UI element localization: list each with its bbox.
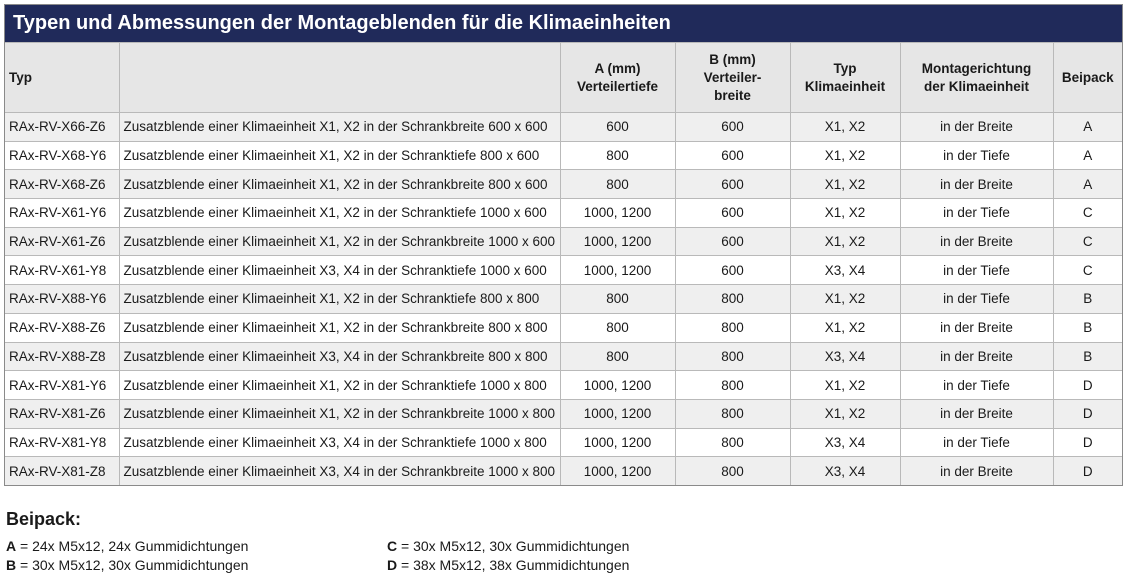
- table-row: [5, 399, 1122, 428]
- cell-typ: RAx-RV-X88-Z6: [5, 313, 119, 342]
- cell-klima: X3, X4: [790, 428, 900, 457]
- cell-klima: X3, X4: [790, 342, 900, 371]
- beipack-note-b: [6, 557, 248, 573]
- cell-beipack: A: [1053, 170, 1122, 199]
- cell-klima: X1, X2: [790, 285, 900, 314]
- beipack-key-c: C: [387, 538, 398, 554]
- header-typ: Typ: [5, 43, 119, 113]
- cell-typ: RAx-RV-X61-Z6: [5, 227, 119, 256]
- beipack-text-d: = 38x M5x12, 38x Gummidichtungen: [397, 557, 630, 573]
- header-montage: [900, 43, 1053, 113]
- cell-description: Zusatzblende einer Klimaeinheit X1, X2 in der Schrankbreite 1000 x 800: [119, 399, 560, 428]
- cell-description: Zusatzblende einer Klimaeinheit X1, X2 in der Schrankbreite 1000 x 600: [119, 227, 560, 256]
- cell-description: Zusatzblende einer Klimaeinheit X3, X4 in der Schranktiefe 1000 x 800: [119, 428, 560, 457]
- cell-typ: RAx-RV-X81-Y6: [5, 371, 119, 400]
- cell-b: 800: [675, 371, 790, 400]
- header-b: [675, 43, 790, 113]
- table-row: [5, 428, 1122, 457]
- cell-a: 1000, 1200: [560, 199, 675, 228]
- cell-beipack: A: [1053, 113, 1122, 142]
- cell-a: 600: [560, 113, 675, 142]
- table-row: [5, 313, 1122, 342]
- cell-a: 800: [560, 141, 675, 170]
- table-row: [5, 199, 1122, 228]
- cell-montage: in der Tiefe: [900, 285, 1053, 314]
- header-row: [5, 43, 1122, 113]
- cell-typ: RAx-RV-X61-Y8: [5, 256, 119, 285]
- cell-a: 800: [560, 313, 675, 342]
- beipack-note-d: [387, 557, 629, 573]
- table-row: [5, 170, 1122, 199]
- cell-description: Zusatzblende einer Klimaeinheit X1, X2 in der Schrankbreite 800 x 600: [119, 170, 560, 199]
- cell-klima: X1, X2: [790, 170, 900, 199]
- cell-typ: RAx-RV-X68-Z6: [5, 170, 119, 199]
- cell-beipack: C: [1053, 199, 1122, 228]
- cell-typ: RAx-RV-X68-Y6: [5, 141, 119, 170]
- cell-typ: RAx-RV-X66-Z6: [5, 113, 119, 142]
- beipack-heading: Beipack:: [6, 509, 82, 529]
- cell-a: 1000, 1200: [560, 256, 675, 285]
- cell-b: 600: [675, 113, 790, 142]
- cell-montage: in der Breite: [900, 457, 1053, 486]
- header-b-line2: Verteiler-: [703, 69, 762, 85]
- beipack-note-a: [6, 538, 248, 554]
- header-description: [119, 43, 560, 113]
- cell-klima: X1, X2: [790, 141, 900, 170]
- cell-montage: in der Tiefe: [900, 199, 1053, 228]
- table-row: [5, 113, 1122, 142]
- cell-klima: X1, X2: [790, 313, 900, 342]
- cell-beipack: B: [1053, 285, 1122, 314]
- cell-a: 800: [560, 285, 675, 314]
- cell-montage: in der Tiefe: [900, 371, 1053, 400]
- table-row: [5, 141, 1122, 170]
- cell-beipack: D: [1053, 428, 1122, 457]
- cell-description: Zusatzblende einer Klimaeinheit X1, X2 in der Schrankbreite 600 x 600: [119, 113, 560, 142]
- header-a-line1: A (mm): [594, 60, 641, 76]
- cell-beipack: A: [1053, 141, 1122, 170]
- beipack-key-a: A: [6, 538, 17, 554]
- cell-typ: RAx-RV-X81-Y8: [5, 428, 119, 457]
- cell-b: 600: [675, 199, 790, 228]
- cell-description: Zusatzblende einer Klimaeinheit X3, X4 in der Schrankbreite 800 x 800: [119, 342, 560, 371]
- cell-beipack: D: [1053, 457, 1122, 486]
- cell-description: Zusatzblende einer Klimaeinheit X1, X2 in der Schranktiefe 1000 x 800: [119, 371, 560, 400]
- beipack-note-c: [387, 538, 629, 554]
- cell-montage: in der Breite: [900, 227, 1053, 256]
- cell-montage: in der Breite: [900, 399, 1053, 428]
- cell-description: Zusatzblende einer Klimaeinheit X1, X2 in der Schranktiefe 1000 x 600: [119, 199, 560, 228]
- cell-b: 600: [675, 170, 790, 199]
- cell-a: 1000, 1200: [560, 371, 675, 400]
- header-klima: [790, 43, 900, 113]
- header-beipack: Beipack: [1053, 43, 1122, 113]
- header-a: [560, 43, 675, 113]
- cell-b: 600: [675, 256, 790, 285]
- beipack-text-a: = 24x M5x12, 24x Gummidichtungen: [16, 538, 249, 554]
- cell-beipack: C: [1053, 256, 1122, 285]
- cell-klima: X1, X2: [790, 399, 900, 428]
- cell-montage: in der Tiefe: [900, 256, 1053, 285]
- cell-beipack: D: [1053, 371, 1122, 400]
- cell-a: 1000, 1200: [560, 428, 675, 457]
- table-row: [5, 256, 1122, 285]
- cell-montage: in der Breite: [900, 342, 1053, 371]
- cell-typ: RAx-RV-X61-Y6: [5, 199, 119, 228]
- table-row: [5, 457, 1122, 486]
- cell-montage: in der Breite: [900, 313, 1053, 342]
- cell-a: 800: [560, 170, 675, 199]
- cell-b: 800: [675, 285, 790, 314]
- table-row: [5, 342, 1122, 371]
- cell-klima: X3, X4: [790, 457, 900, 486]
- cell-a: 1000, 1200: [560, 227, 675, 256]
- header-klima-line1: Typ: [833, 60, 857, 76]
- table-row: [5, 371, 1122, 400]
- beipack-text-c: = 30x M5x12, 30x Gummidichtungen: [397, 538, 630, 554]
- header-klima-line2: Klimaeinheit: [804, 78, 886, 94]
- cell-klima: X3, X4: [790, 256, 900, 285]
- cell-typ: RAx-RV-X81-Z8: [5, 457, 119, 486]
- header-montage-line2: der Klimaeinheit: [923, 78, 1030, 94]
- types-table: [5, 42, 1122, 485]
- beipack-key-d: D: [387, 557, 398, 573]
- header-a-line2: Verteilertiefe: [576, 78, 659, 94]
- cell-b: 800: [675, 457, 790, 486]
- cell-b: 600: [675, 141, 790, 170]
- cell-beipack: B: [1053, 313, 1122, 342]
- cell-a: 800: [560, 342, 675, 371]
- cell-klima: X1, X2: [790, 113, 900, 142]
- cell-klima: X1, X2: [790, 199, 900, 228]
- cell-montage: in der Tiefe: [900, 141, 1053, 170]
- cell-typ: RAx-RV-X88-Y6: [5, 285, 119, 314]
- cell-typ: RAx-RV-X88-Z8: [5, 342, 119, 371]
- cell-description: Zusatzblende einer Klimaeinheit X1, X2 in der Schrankbreite 800 x 800: [119, 313, 560, 342]
- table-header: [5, 43, 1122, 113]
- cell-b: 600: [675, 227, 790, 256]
- header-b-line3: breite: [714, 87, 751, 103]
- cell-montage: in der Breite: [900, 170, 1053, 199]
- beipack-key-b: B: [6, 557, 17, 573]
- table-title: Typen und Abmessungen der Montageblenden für die Klimaeinheiten: [5, 5, 1122, 42]
- cell-description: Zusatzblende einer Klimaeinheit X3, X4 in der Schrankbreite 1000 x 800: [119, 457, 560, 486]
- header-montage-line1: Montagerichtung: [921, 60, 1032, 76]
- cell-description: Zusatzblende einer Klimaeinheit X1, X2 in der Schranktiefe 800 x 800: [119, 285, 560, 314]
- cell-klima: X1, X2: [790, 227, 900, 256]
- cell-b: 800: [675, 342, 790, 371]
- cell-beipack: B: [1053, 342, 1122, 371]
- cell-montage: in der Breite: [900, 113, 1053, 142]
- cell-beipack: C: [1053, 227, 1122, 256]
- cell-beipack: D: [1053, 399, 1122, 428]
- table-row: [5, 285, 1122, 314]
- cell-b: 800: [675, 428, 790, 457]
- cell-klima: X1, X2: [790, 371, 900, 400]
- cell-montage: in der Tiefe: [900, 428, 1053, 457]
- cell-b: 800: [675, 313, 790, 342]
- table-frame: [4, 4, 1123, 486]
- beipack-text-b: = 30x M5x12, 30x Gummidichtungen: [16, 557, 249, 573]
- table-body: [5, 113, 1122, 486]
- cell-description: Zusatzblende einer Klimaeinheit X3, X4 in der Schranktiefe 1000 x 600: [119, 256, 560, 285]
- cell-description: Zusatzblende einer Klimaeinheit X1, X2 in der Schranktiefe 800 x 600: [119, 141, 560, 170]
- cell-a: 1000, 1200: [560, 399, 675, 428]
- cell-typ: RAx-RV-X81-Z6: [5, 399, 119, 428]
- cell-a: 1000, 1200: [560, 457, 675, 486]
- cell-b: 800: [675, 399, 790, 428]
- header-b-line1: B (mm): [709, 51, 756, 67]
- table-row: [5, 227, 1122, 256]
